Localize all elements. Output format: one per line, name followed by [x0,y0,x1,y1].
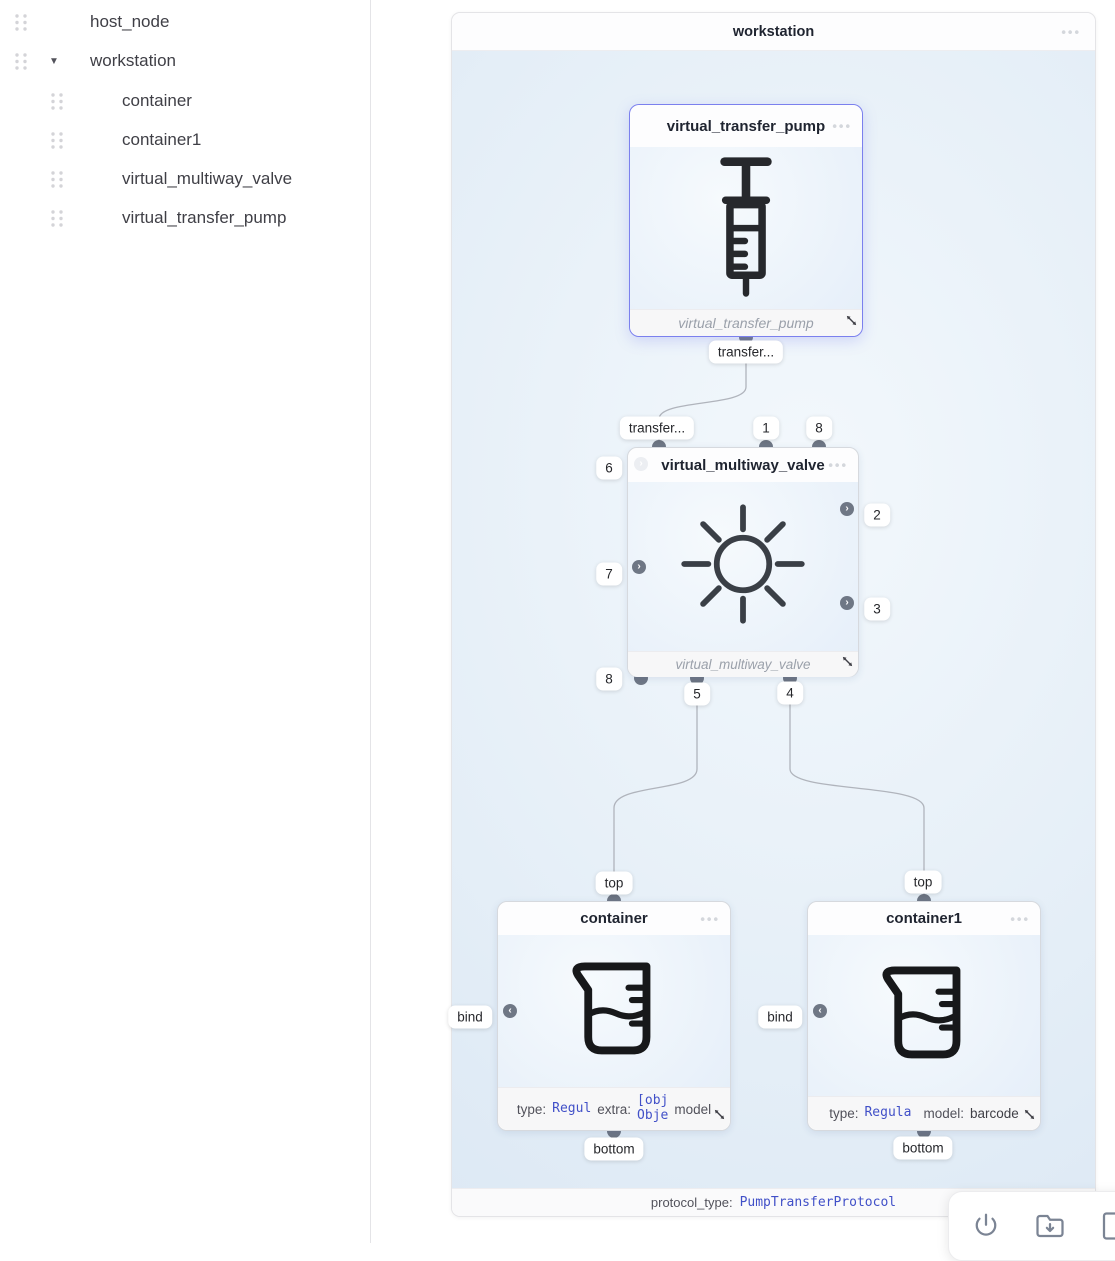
port-dot-valve-3[interactable]: › [840,596,854,610]
workstation-panel-header [452,13,1095,51]
multiway-valve-icon [680,501,806,632]
beaker-icon [868,957,980,1074]
caret-down-icon[interactable]: ▼ [49,55,59,67]
port-label-container1-top[interactable]: top [905,871,942,894]
node-title: container [580,910,648,927]
node-body [630,147,862,309]
more-menu-icon[interactable]: ••• [1061,24,1081,39]
port-label-container1-bind[interactable]: bind [758,1006,802,1029]
power-icon [971,1211,1001,1241]
node-tree-sidebar [0,0,371,1243]
node-footer-name: virtual_transfer_pump [678,315,814,331]
resize-handle-icon[interactable] [845,314,858,332]
port-label-valve-1[interactable]: 1 [753,417,779,440]
tree-item-label: host_node [90,12,170,31]
resize-handle-icon[interactable] [841,655,854,673]
node-header[interactable] [628,448,858,482]
sidebar-item-host-node[interactable] [0,5,370,39]
port-label-container-bind[interactable]: bind [448,1006,492,1029]
node-title: virtual_multiway_valve [661,456,825,474]
port-label-container-bottom[interactable]: bottom [584,1138,643,1161]
port-label-valve-3[interactable]: 3 [864,598,890,621]
port-label-container-top[interactable]: top [596,872,633,895]
workstation-panel [451,12,1096,1217]
port-dot-valve-2[interactable]: › [840,502,854,516]
port-label-container1-bottom[interactable]: bottom [893,1137,952,1160]
port-label-valve-transfer[interactable]: transfer... [620,417,694,440]
drag-handle-icon[interactable] [14,13,29,32]
protocol-type-value[interactable]: PumpTransferProtocol [739,1195,897,1210]
field-label-model: model [674,1101,712,1117]
port-dot-valve-7[interactable]: › [632,560,646,574]
sidebar-item-virtual-transfer-pump[interactable] [0,201,370,235]
node-footer [498,1087,730,1130]
resize-handle-icon[interactable] [1023,1108,1036,1126]
drag-handle-icon[interactable] [14,52,29,71]
node-footer-name: virtual_multiway_valve [675,657,811,672]
node-footer [628,651,858,677]
field-label-extra: extra: [597,1101,632,1117]
sidebar-item-workstation[interactable] [0,44,370,78]
node-container1[interactable] [807,901,1041,1131]
power-button[interactable] [971,1211,1001,1241]
port-label-valve-7[interactable]: 7 [596,563,622,586]
node-footer [630,309,862,336]
port-label-valve-8-left[interactable]: 8 [596,668,622,691]
panel-title: workstation [732,23,815,40]
protocol-type-label: protocol_type: [650,1195,733,1210]
port-dot-container1-bind[interactable]: ‹ [813,1004,827,1018]
drag-handle-icon[interactable] [50,209,65,228]
sidebar-item-virtual-multiway-valve[interactable] [0,162,370,196]
field-label-type: type: [829,1106,859,1121]
node-header[interactable] [808,902,1040,935]
drag-handle-icon[interactable] [50,131,65,150]
port-label-valve-6[interactable]: 6 [596,457,622,480]
more-menu-icon[interactable]: ••• [1010,911,1030,926]
folder-download-icon [1035,1211,1065,1241]
canvas-action-toolbar [948,1191,1115,1261]
tree-item-label: container [122,91,192,110]
sidebar-item-container[interactable] [0,84,370,118]
sidebar-item-container1[interactable] [0,123,370,157]
node-virtual-multiway-valve[interactable] [627,447,859,677]
field-value-model[interactable]: barcode [969,1106,1019,1121]
port-label-valve-5[interactable]: 5 [684,683,710,706]
node-body [498,935,730,1087]
syringe-icon [690,151,802,306]
node-virtual-transfer-pump[interactable] [629,104,863,337]
tree-item-label: workstation [90,51,176,70]
resize-handle-icon[interactable] [713,1108,726,1126]
more-menu-icon[interactable]: ••• [700,911,720,926]
node-container[interactable] [497,901,731,1131]
field-value-type[interactable]: Regul [552,1100,592,1116]
port-dot-valve-6[interactable]: › [634,457,648,471]
tree-item-label: virtual_transfer_pump [122,208,287,227]
field-label-type: type: [516,1101,547,1117]
beaker-icon [558,953,670,1070]
node-body [808,935,1040,1096]
drag-handle-icon[interactable] [50,92,65,111]
node-body [628,482,858,651]
node-header[interactable] [630,105,862,147]
field-value-type[interactable]: Regula [864,1105,912,1121]
field-value-extra[interactable]: [obj Obje [637,1093,669,1123]
port-label-valve-8-top[interactable]: 8 [806,417,832,440]
file-icon [1099,1211,1115,1241]
port-label-pump-transfer[interactable]: transfer... [709,341,783,364]
node-header[interactable] [498,902,730,935]
drag-handle-icon[interactable] [50,170,65,189]
node-footer [808,1096,1040,1130]
port-dot-container-bind[interactable]: ‹ [503,1004,517,1018]
more-menu-icon[interactable]: ••• [832,118,852,134]
tree-item-label: virtual_multiway_valve [122,169,293,188]
port-label-valve-2[interactable]: 2 [864,504,890,527]
folder-download-button[interactable] [1035,1211,1065,1241]
export-file-button[interactable] [1099,1211,1115,1241]
field-label-model: model: [923,1106,964,1121]
tree-item-label: container1 [122,130,202,149]
node-title: virtual_transfer_pump [666,117,826,135]
port-label-valve-4[interactable]: 4 [777,682,803,705]
more-menu-icon[interactable]: ••• [828,457,848,473]
node-title: container1 [886,910,962,927]
